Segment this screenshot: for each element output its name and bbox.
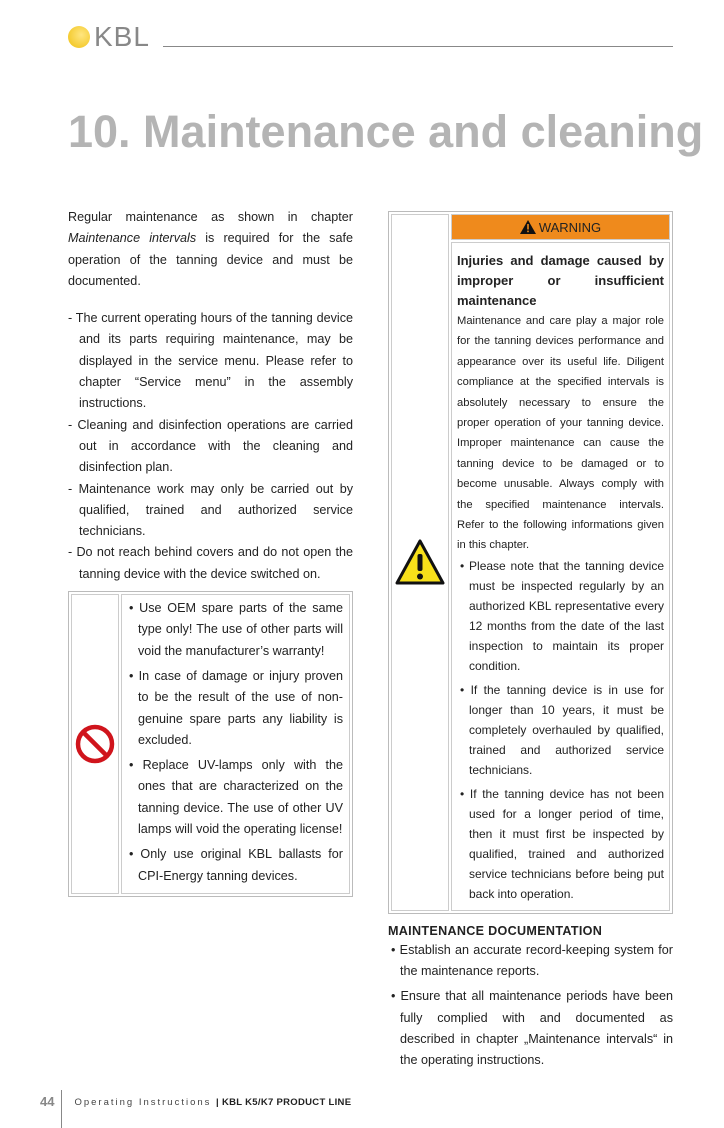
intro-text-end: is required for the safe operation of the tanning device and must be documented. [68,231,353,288]
header-rule [163,46,673,47]
list-item: • Ensure that all maintenance periods have been fully complied with and documented as described in chapter „Maintenance intervals“ in the operating instructions. [391,989,673,1068]
prohibition-box [68,591,353,897]
warning-header [451,214,670,240]
warning-small-icon [520,220,536,234]
warning-label: WARNING [538,219,602,235]
list-item: • Please note that the tanning device must be inspected regularly by an authorized KBL representative every 12 months from the date of the last inspection to maintain its proper condition. [460,558,664,673]
left-column [68,207,353,897]
warning-content [451,242,670,911]
warning-body: Maintenance and care play a major role for the tanning devices performance and appearance over its useful life. Diligent compliance at the specified intervals is absolutely necessary to ensure the proper operation of your tanning device. Improper maintenance can cause the tanning device to be damaged or to become unusable. Always comply with the specified maintenance intervals. Refer to the following informations given in this chapter. [457,315,664,552]
footer [40,1090,351,1128]
warning-heading: Injuries and damage caused by improper or insufficient maintenance [457,253,664,308]
list-item: • If the tanning device is in use for longer than 10 years, it must be completely overhauled by qualified, trained and authorized service technicians. [460,682,664,777]
warning-icon-cell [391,214,449,911]
list-item: • Use OEM spare parts of the same type only! The use of other parts will void the manufacturer’s warranty! [129,601,343,658]
logo-text: KBL [94,21,150,52]
page-title: 10. Maintenance and cleaning [68,106,704,157]
list-item: • Replace UV-lamps only with the ones that are characterized on the tanning device. The use of other UV lamps will void the operating license! [129,758,343,837]
prohibition-icon-cell [71,594,119,894]
page-number: 44 [40,1094,55,1109]
product-line: | KBL K5/K7 PRODUCT LINE [216,1097,352,1108]
warning-triangle-icon [395,539,445,585]
sun-logo-icon [68,26,90,48]
intro-paragraph [68,207,353,292]
footer-divider [61,1090,62,1128]
list-item: - Do not reach behind covers and do not open the tanning device with the device switched on. [68,545,353,581]
dash-list [68,308,353,585]
list-item: - Maintenance work may only be carried out by qualified, trained and authorized service technicians. [68,481,353,539]
section-heading: MAINTENANCE DOCUMENTATION [388,923,603,938]
prohibition-content [121,594,350,894]
list-item: • If the tanning device has not been used for a longer period of time, then it must first be inspected by qualified, trained and authorized service technicians before being put back into operation. [460,786,664,901]
list-item: • Establish an accurate record-keeping system for the maintenance reports. [391,942,673,979]
footer-text [74,1097,351,1128]
kbl-logo [68,22,150,52]
list-item: - The current operating hours of the tanning device and its parts requiring maintenance, may be displayed in the service menu. Please refer to chapter “Service menu” in the assembly instructions. [68,311,353,411]
warning-box [388,211,673,914]
list-item: • Only use original KBL ballasts for CPI-Energy tanning devices. [129,847,343,883]
chapter-reference: Maintenance intervals [68,231,197,246]
right-column [388,211,673,1076]
maintenance-documentation [388,922,673,1072]
prohibition-icon [75,724,115,764]
list-item: • In case of damage or injury proven to be the result of the use of non-genuine spare parts any liability is excluded. [129,668,343,747]
document-name: Operating Instructions [74,1097,212,1108]
list-item: - Cleaning and disinfection operations are carried out in accordance with the cleaning and disinfection plan. [68,417,353,475]
intro-text: Regular maintenance as shown in chapter [68,210,353,224]
